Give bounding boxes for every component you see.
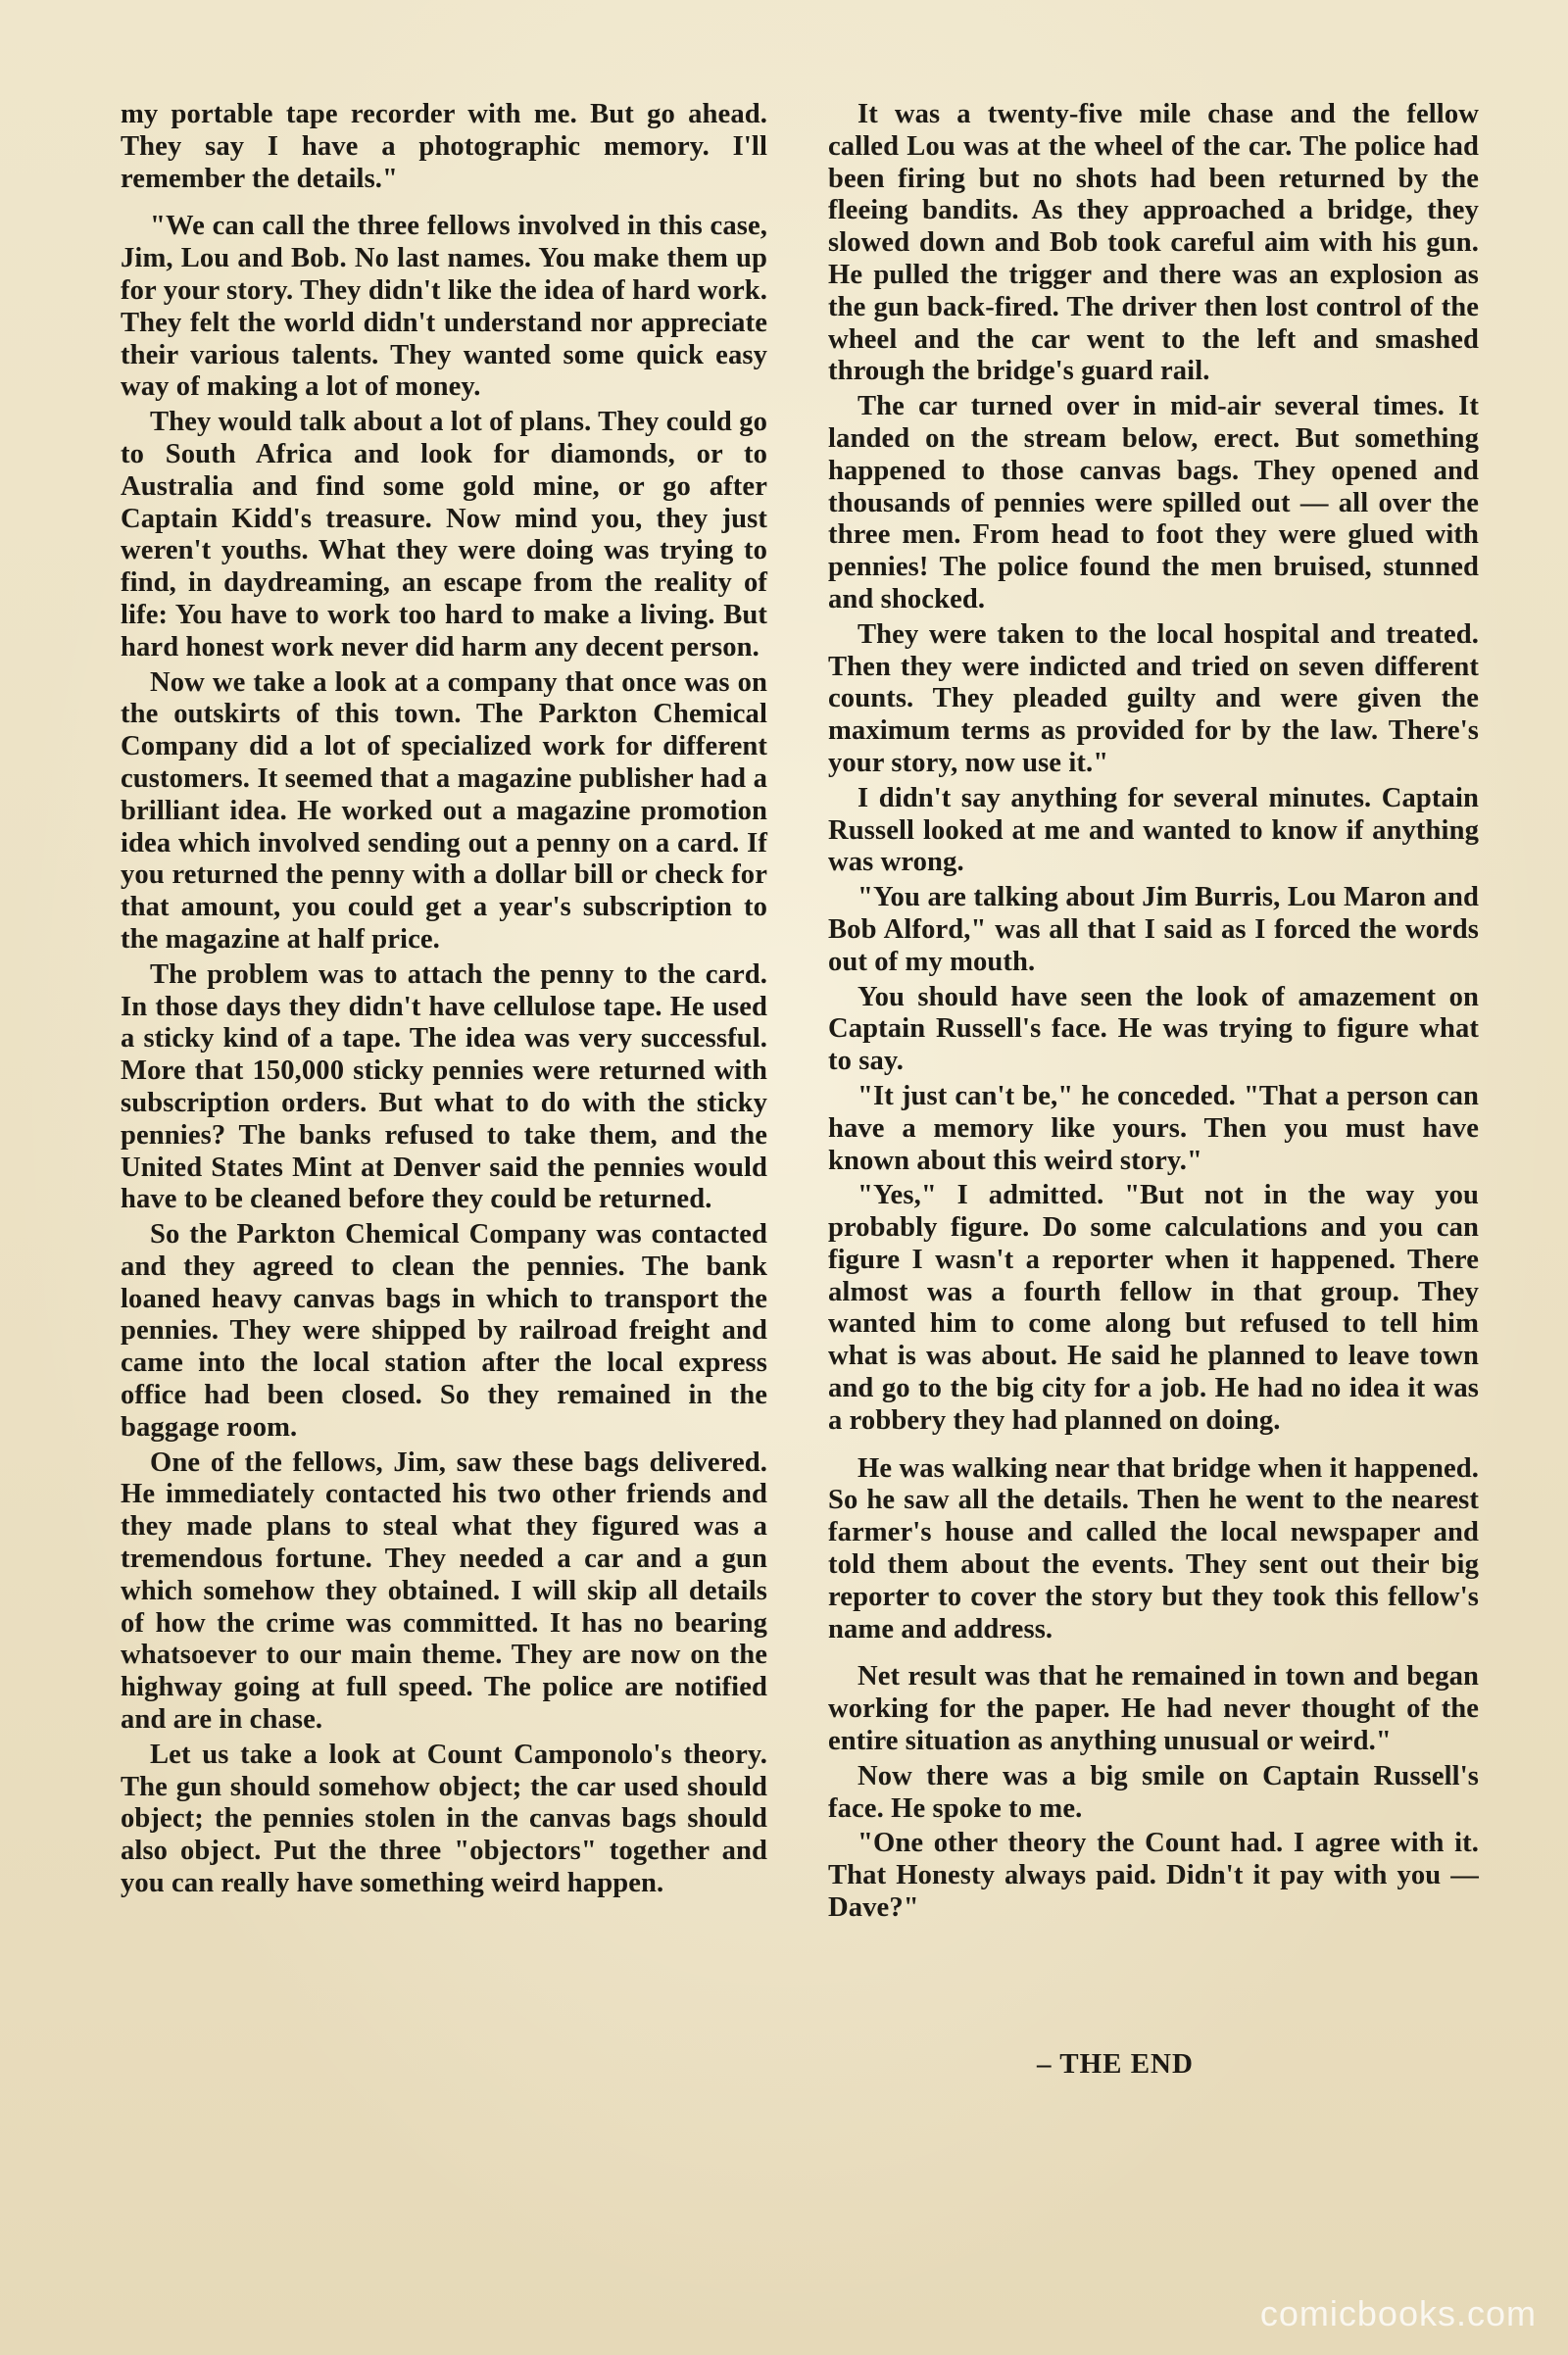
the-end-marker: – THE END — [1037, 2048, 1194, 2080]
paragraph: You should have seen the look of amazement on Captain Russell's face. He was trying to figure what to say. — [828, 981, 1479, 1077]
left-text-column — [121, 99, 767, 1903]
site-watermark: comicbooks.com — [1259, 2293, 1537, 2333]
paragraph: They would talk about a lot of plans. They could go to South Africa and look for diamonds, or to Australia and find some gold mine, or go after Captain Kidd's treasure. Now mind you, they just weren't youths. What they were doing was trying to find, in daydreaming, an escape from the reality of life: You have to work too hard to make a living. But hard honest work never did harm any decent person. — [121, 407, 767, 662]
paragraph: It was a twenty-five mile chase and the fellow called Lou was at the wheel of the car. The police had been firing but no shots had been returned by the fleeing bandits. As they approached a bridge, they slowed down and Bob took careful aim with his gun. He pulled the trigger and there was an explosion as the gun back-fired. The driver then lost control of the wheel and the car went to the left and smashed through the bridge's guard rail. — [828, 99, 1479, 387]
paragraph: Now there was a big smile on Captain Russell's face. He spoke to me. — [828, 1760, 1479, 1824]
paragraph: He was walking near that bridge when it happened. So he saw all the details. Then he went to the nearest farmer's house and called the local newspaper and told them about the events. They sent out their big reporter to cover the story but they took this fellow's name and address. — [828, 1452, 1479, 1644]
right-text-column — [828, 99, 1479, 1928]
paragraph: One of the fellows, Jim, saw these bags delivered. He immediately contacted his two other friends and they made plans to steal what they figured was a tremendous fortune. They needed a car and a gun which somehow they obtained. I will skip all details of how the crime was committed. It has no bearing whatsoever to our main theme. They are now on the highway going at full speed. The police are notified and are in chase. — [121, 1447, 767, 1736]
paragraph: So the Parkton Chemical Company was contacted and they agreed to clean the pennies. The bank loaned heavy canvas bags in which to transport the pennies. They were shipped by railroad freight and came into the local station after the local express office had been closed. So they remained in the baggage room. — [121, 1219, 767, 1443]
paragraph: Now we take a look at a company that once was on the outskirts of this town. The Parkton Chemical Company did a lot of specialized work for different customers. It seemed that a magazine publisher had a brilliant idea. He worked out a magazine promotion idea which involved sending out a penny on a card. If you returned the penny with a dollar bill or check for that amount, you could get a year's subscription to the magazine at half price. — [121, 666, 767, 955]
paragraph: "One other theory the Count had. I agree with it. That Honesty always paid. Didn't it pay with you — Dave?" — [828, 1828, 1479, 1924]
paragraph: my portable tape recorder with me. But go ahead. They say I have a photographic memory. I'll remember the details." — [121, 99, 767, 194]
paragraph: "Yes," I admitted. "But not in the way you probably figure. Do some calculations and you can figure I wasn't a reporter when it happened. There almost was a fourth fellow in that group. They wanted him to come along but refused to tell him what is was about. He said he planned to leave town and go to the big city for a job. He had no idea it was a robbery they had planned on doing. — [828, 1180, 1479, 1436]
paragraph: "We can call the three fellows involved in this case, Jim, Lou and Bob. No last names. You make them up for your story. They didn't like the idea of hard work. They felt the world didn't understand nor appreciate their various talents. They wanted some quick easy way of making a lot of money. — [121, 211, 767, 403]
paragraph: "You are talking about Jim Burris, Lou Maron and Bob Alford," was all that I said as I forced the words out of my mouth. — [828, 882, 1479, 977]
paragraph: The problem was to attach the penny to the card. In those days they didn't have cellulose tape. He used a sticky kind of a tape. The idea was very successful. More that 150,000 sticky pennies were returned with subscription orders. But what to do with the sticky pennies? The banks refused to take them, and the United States Mint at Denver said the pennies would have to be cleaned before they could be returned. — [121, 958, 767, 1215]
paragraph: "It just can't be," he conceded. "That a person can have a memory like yours. Then you must have known about this weird story." — [828, 1080, 1479, 1176]
paragraph: Net result was that he remained in town and began working for the paper. He had never thought of the entire situation as anything unusual or weird." — [828, 1661, 1479, 1757]
paragraph: They were taken to the local hospital and treated. Then they were indicted and tried on seven different counts. They pleaded guilty and were given the maximum terms as provided for by the law. There's your story, now use it." — [828, 618, 1479, 778]
paragraph: Let us take a look at Count Camponolo's theory. The gun should somehow object; the car used should object; the pennies stolen in the canvas bags should also object. Put the three "objectors" together and you can really have something weird happen. — [121, 1739, 767, 1899]
paragraph: I didn't say anything for several minutes. Captain Russell looked at me and wanted to know if anything was wrong. — [828, 782, 1479, 878]
paragraph: The car turned over in mid-air several times. It landed on the stream below, erect. But something happened to those canvas bags. They opened and thousands of pennies were spilled out — all over the three men. From head to foot they were glued with pennies! The police found the men bruised, stunned and shocked. — [828, 391, 1479, 614]
